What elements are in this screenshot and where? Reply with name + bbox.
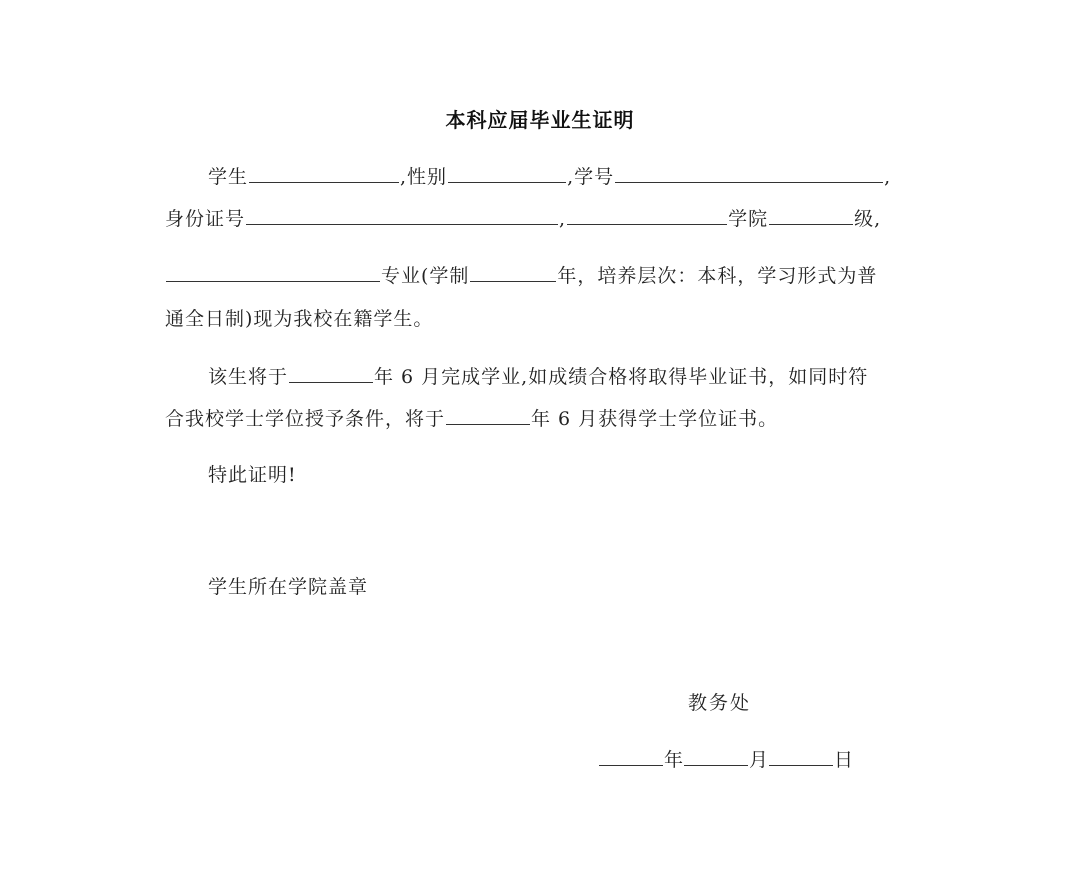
id-number-label: 身份证号 (165, 208, 246, 230)
id-number-blank[interactable] (246, 204, 558, 225)
date-day-label: 日 (834, 749, 854, 771)
date-year-blank[interactable] (599, 745, 663, 766)
major-label: 专业(学制 (381, 265, 470, 287)
graduation-line (208, 362, 915, 391)
student-label: 学生 (208, 166, 249, 188)
student-id-blank[interactable] (615, 162, 883, 183)
date-day-blank[interactable] (769, 745, 833, 766)
major-line-rest: 年，培养层次：本科，学习形式为普 (557, 265, 878, 287)
degree-prefix: 合我校学士学位授予条件，将于 (165, 408, 446, 430)
graduation-year-blank[interactable] (289, 362, 373, 383)
date-year-label: 年 (664, 749, 684, 771)
id-college-line (165, 204, 915, 233)
enrollment-line: 通全日制)现为我校在籍学生。 (165, 308, 434, 330)
student-name-blank[interactable] (249, 162, 399, 183)
student-info-line (208, 162, 915, 191)
college-name-blank[interactable] (567, 204, 727, 225)
degree-year-blank[interactable] (446, 404, 530, 425)
college-label: 学院 (728, 208, 769, 230)
document-title: 本科应届毕业生证明 (445, 108, 635, 132)
college-stamp-label: 学生所在学院盖章 (208, 576, 369, 598)
grade-blank[interactable] (769, 204, 853, 225)
graduation-rest: 年 6 月完成学业,如成绩合格将取得毕业证书，如同时符 (374, 366, 869, 388)
date-line (598, 745, 853, 774)
certification-statement: 特此证明! (208, 464, 297, 486)
major-blank[interactable] (166, 261, 380, 282)
student-id-label: ,学号 (567, 166, 615, 188)
date-month-blank[interactable] (684, 745, 748, 766)
degree-line (165, 404, 915, 433)
line1-end: , (884, 166, 892, 188)
id-separator: , (559, 208, 567, 230)
schooling-years-blank[interactable] (470, 261, 556, 282)
date-month-label: 月 (749, 749, 769, 771)
grade-label: 级, (854, 208, 882, 230)
gender-blank[interactable] (448, 162, 566, 183)
gender-label: ,性别 (400, 166, 448, 188)
degree-rest: 年 6 月获得学士学位证书。 (531, 408, 779, 430)
graduation-prefix: 该生将于 (208, 366, 289, 388)
academic-affairs-office: 教务处 (688, 692, 752, 714)
major-line (165, 261, 915, 290)
